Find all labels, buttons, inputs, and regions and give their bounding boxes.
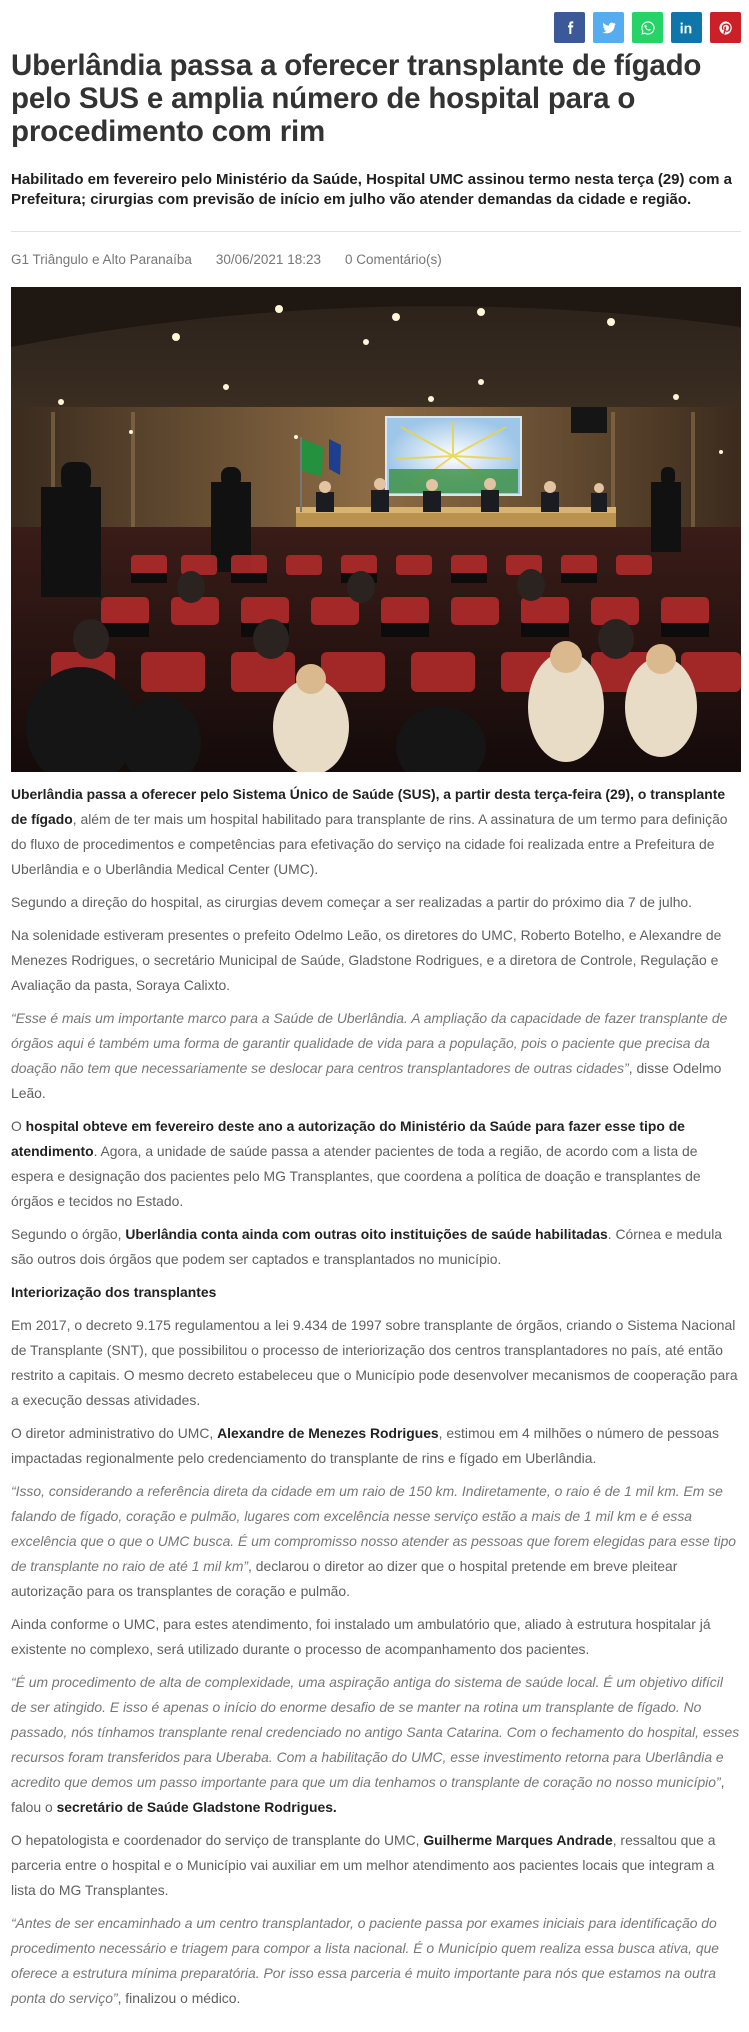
paragraph: Ainda conforme o UMC, para estes atendimento, foi instalado um ambulatório que, aliado à estrutura hospitalar já existente no complexo, será utilizado durante o processo de acompanhamento dos pacientes. (11, 1616, 711, 1657)
pinterest-icon (718, 20, 734, 36)
auditorium-photo (11, 287, 741, 772)
linkedin-share-button[interactable] (671, 12, 702, 43)
facebook-icon (562, 20, 578, 36)
paragraph: “Esse é mais um importante marco para a Saúde de Uberlândia. A ampliação da capacidade de fazer transplante de órgãos aqui é também uma forma de garantir qualidade de vida para a população, pois o paciente que precisa da doação não tem que necessariamente se deslocar para centros transplantadores de outras cidades”, disse Odelmo Leão. (11, 1010, 728, 1101)
linkedin-icon (679, 20, 695, 36)
comments-link[interactable]: 0 Comentário(s) (344, 252, 442, 267)
paragraph: O hospital obteve em fevereiro deste ano a autorização do Ministério da Saúde para fazer esse tipo de atendimento. Agora, a unidade de saúde passa a atender pacientes de toda a região, de acordo com a lista de espera e designação dos pacientes pelo MG Transplantes, que coordena a política de doação e transplantes de órgãos e tecidos no Estado. (11, 1118, 701, 1209)
paragraph: Na solenidade estiveram presentes o prefeito Odelmo Leão, os diretores do UMC, Roberto Botelho, e Alexandre de Menezes Rodrigues, o secretário Municipal de Saúde, Gladstone Rodrigues, e a diretora de Controle, Regulação e Avaliação da pasta, Soraya Calixto. (11, 927, 722, 993)
divider (11, 231, 741, 232)
article-meta (11, 252, 442, 267)
paragraph: “Isso, considerando a referência direta da cidade em um raio de 150 km. Indiretamente, o raio é de 1 mil km. Em se falando de fígado, coração e pulmão, lugares com excelência nesse serviço estão a mais de 1 mil km e é essa excelência que o que o UMC busca. É um compromisso nosso atender as pessoas que forem elegidas para esse tipo de transplante no raio de até 1 mil km”, declarou o diretor ao dizer que o hospital pretende em breve pleitear autorização para os transplantes de coração e pulmão. (11, 1483, 737, 1599)
paragraph: “É um procedimento de alta de complexidade, uma aspiração antiga do sistema de saúde local. É um objetivo difícil de ser atingido. E isso é apenas o início do enorme desafio de se manter na rotina um transplante de fígado. No passado, nós tínhamos transplante renal credenciado no antigo Santa Catarina. Com o fechamento do hospital, esses recursos foram transferidos para Uberaba. Com a habilitação do UMC, esse investimento retorna para Uberlândia e acredito que demos um passo importante para que um dia tenhamos o transplante de coração no nosso município”, falou o secretário de Saúde Gladstone Rodrigues. (11, 1674, 740, 1815)
paragraph: O diretor administrativo do UMC, Alexandre de Menezes Rodrigues, estimou em 4 milhões o número de pessoas impactadas regionalmente pelo credenciamento do transplante de rins e fígado em Uberlândia. (11, 1425, 719, 1466)
article-photo (11, 287, 741, 772)
paragraph: “Antes de ser encaminhado a um centro transplantador, o paciente passa por exames iniciais para identificação do procedimento necessário e triagem para compor a lista nacional. É o Município quem realiza essa busca ativa, que oferece a estrutura mínima preparatória. Por isso essa parceria é muito importante para nós que estamos na outra ponta do serviço”, finalizou o médico. (11, 1915, 720, 2006)
paragraph: Uberlândia passa a oferecer pelo Sistema Único de Saúde (SUS), a partir desta terça-feira (29), o transplante de fígado, além de ter mais um hospital habilitado para transplante de rins. A assinatura de um termo para definição do fluxo de procedimentos e competências para efetivação do serviço na cidade foi realizada entre a Prefeitura de Uberlândia e o Uberlândia Medical Center (UMC). (11, 786, 728, 877)
pinterest-share-button[interactable] (710, 12, 741, 43)
paragraph: Segundo o órgão, Uberlândia conta ainda com outras oito instituições de saúde habilitadas. Córnea e medula são outros dois órgãos que podem ser captados e transplantados no município. (11, 1226, 723, 1267)
article-datetime: 30/06/2021 18:23 (215, 252, 321, 267)
article-subtitle: Habilitado em fevereiro pelo Ministério da Saúde, Hospital UMC assinou termo nesta terça (29) com a Prefeitura; cirurgias com previsão de início em julho vão atender demandas da cidade e região. (11, 171, 733, 208)
paragraph: Segundo a direção do hospital, as cirurgias devem começar a ser realizadas a partir do próximo dia 7 de julho. (11, 894, 693, 910)
paragraph: Em 2017, o decreto 9.175 regulamentou a lei 9.434 de 1997 sobre transplante de órgãos, criando o Sistema Nacional de Transplante (SNT), que possibilitou o processo de interiorização dos centros transplantadores no país, até então restrito a capitais. O mesmo decreto estabeleceu que o Município pode desenvolver mecanismos de cooperação para a execução dessas atividades. (11, 1317, 738, 1408)
article-body (11, 782, 741, 2019)
section-heading: Interiorização dos transplantes (11, 1284, 217, 1300)
whatsapp-icon (640, 20, 656, 36)
share-bar (554, 12, 741, 43)
paragraph: O hepatologista e coordenador do serviço de transplante do UMC, Guilherme Marques Andrade, ressaltou que a parceria entre o hospital e o Município vai auxiliar em um melhor atendimento aos pacientes locais que integram a lista do MG Transplantes. (11, 1832, 716, 1898)
article-title: Uberlândia passa a oferecer transplante de fígado pelo SUS e amplia número de hospital para o procedimento com rim (11, 49, 702, 148)
facebook-share-button[interactable] (554, 12, 585, 43)
twitter-icon (601, 20, 617, 36)
whatsapp-share-button[interactable] (632, 12, 663, 43)
twitter-share-button[interactable] (593, 12, 624, 43)
article-source: G1 Triângulo e Alto Paranaíba (11, 252, 192, 267)
